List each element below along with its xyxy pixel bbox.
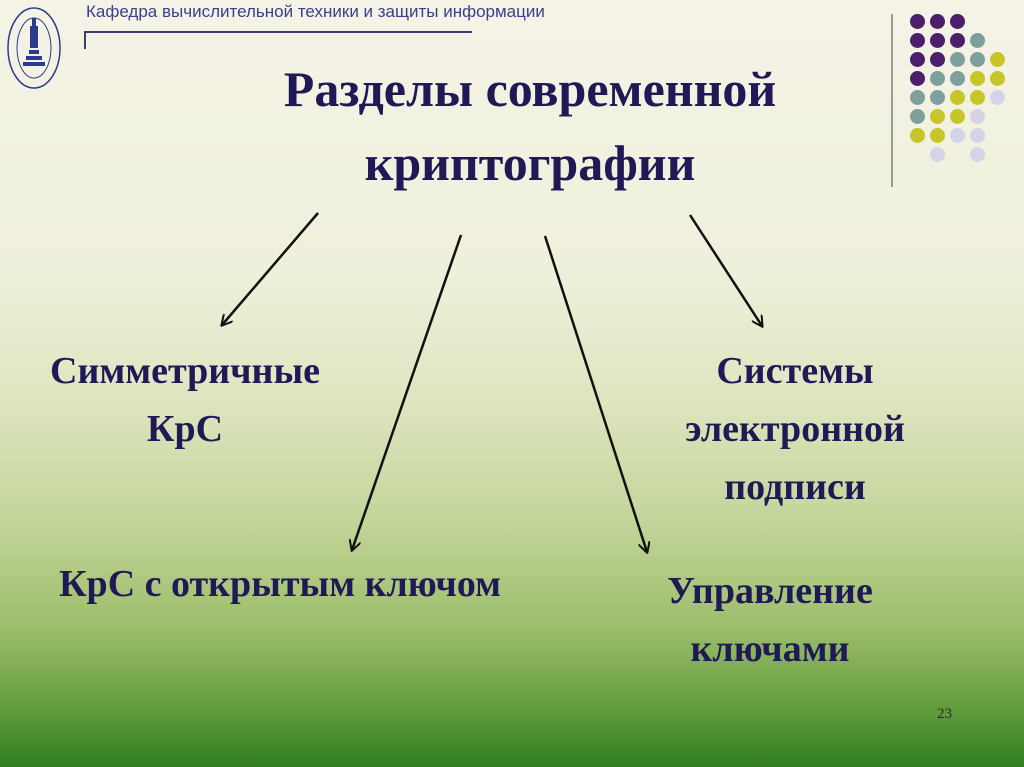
node-signature bbox=[640, 342, 950, 516]
node-symmetric-line1: Симметричные bbox=[50, 350, 320, 392]
node-key-management-line2: ключами bbox=[690, 628, 850, 670]
node-symmetric-line2: КрС bbox=[146, 408, 224, 450]
page-number: 23 bbox=[937, 706, 952, 722]
node-signature-line3: подписи bbox=[724, 466, 866, 508]
node-public-key-line1: КрС с открытым ключом bbox=[59, 563, 501, 605]
node-symmetric bbox=[10, 342, 360, 458]
arrow-to-signature bbox=[690, 215, 762, 326]
department-header: Кафедра вычислительной техники и защиты информации bbox=[86, 2, 545, 21]
arrow-to-symmetric bbox=[222, 213, 318, 325]
node-signature-line1: Системы bbox=[716, 350, 874, 392]
node-public-key bbox=[0, 555, 560, 613]
slide-title-line2: криптографии bbox=[364, 135, 696, 191]
node-key-management-line1: Управление bbox=[667, 570, 873, 612]
node-signature-line2: электронной bbox=[685, 408, 905, 450]
node-key-management bbox=[620, 562, 920, 678]
arrow-to-key-management bbox=[545, 236, 647, 552]
slide-title-line1: Разделы современной bbox=[283, 61, 777, 117]
arrow-to-public-key bbox=[352, 235, 461, 550]
